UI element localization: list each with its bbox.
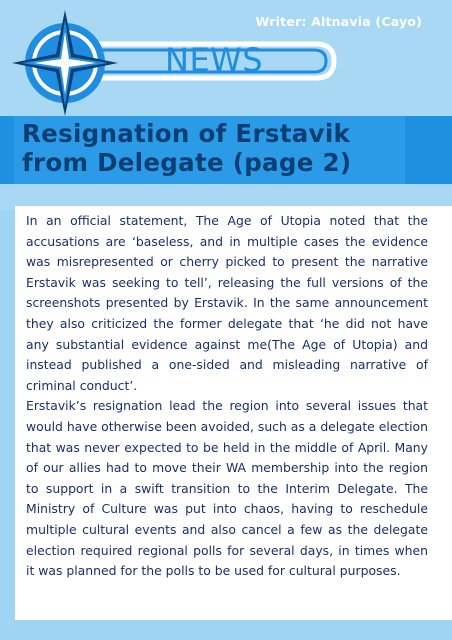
footer-strip [0,620,452,640]
article-paragraph-1: In an official statement, The Age of Utopia noted that the accusations are ‘baseless, and in multiple cases the evidence was misrepresented or cherry picked to present the narrative Erstavik was seeking to tell’, releasing the full versions of the screenshots presented by Erstavik. In the same announcement they also criticized the former delegate that ‘he did not have any substantial evidence against me(The Age of Utopia) and instead published a one-sided and misleading narrative of criminal conduct’. [26,213,428,393]
writer-credit: Writer: Altnavia (Cayo) [255,14,422,29]
article-body [26,211,428,582]
section-label: NEWS [165,41,264,79]
article-title [22,119,442,177]
article-paragraph-2: Erstavik’s resignation lead the region into several issues that would have otherwise been avoided, such as a delegate election that was never expected to be held in the middle of April. Many of our allies had to move their WA membership into the region to support in a swift transition to the Interim Delegate. The Ministry of Culture was put into chaos, having to reschedule multiple cultural events and also cancel a few as the delegate election required regional polls for several days, in times when it was planned for the polls to be used for cultural purposes. [26,398,428,579]
article-title-line-1: Resignation of Erstavik [22,119,351,148]
compass-star-icon [10,8,120,118]
article-title-line-2: from Delegate (page 2) [22,148,352,177]
